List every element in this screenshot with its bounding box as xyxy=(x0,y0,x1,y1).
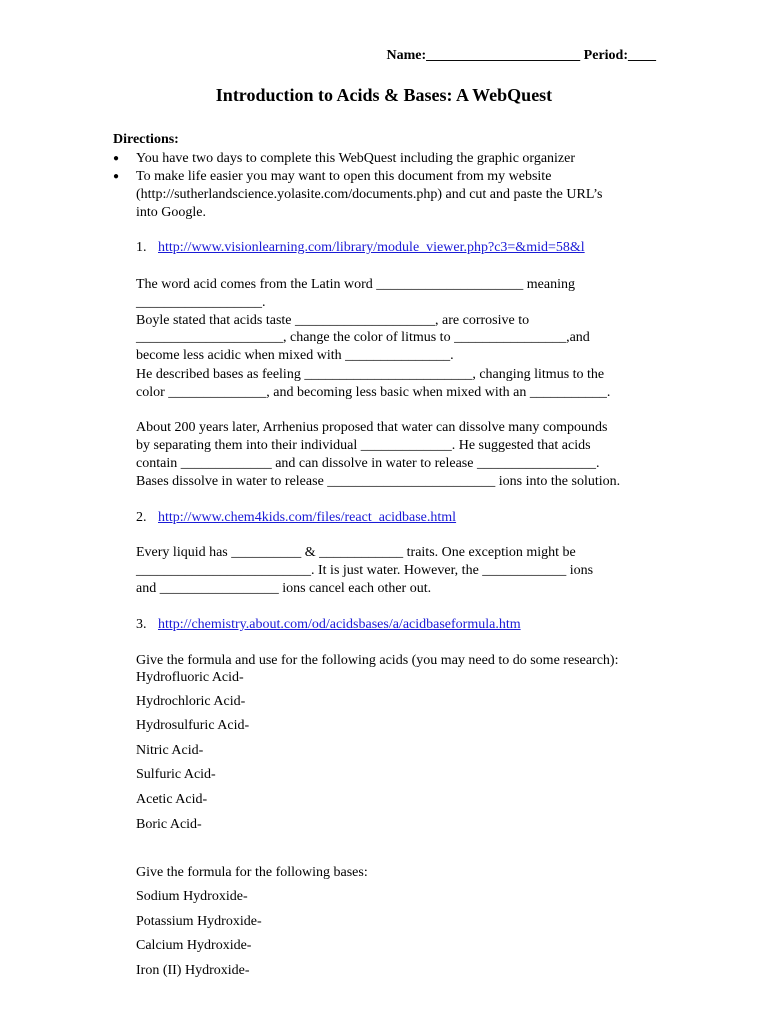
worksheet-line: Boyle stated that acids taste ____________________, are corrosive to xyxy=(136,313,530,328)
worksheet-line: contain _____________ and can dissolve in water to release _________________. xyxy=(136,456,600,471)
bullet-text: To make life easier you may want to open this document from my website xyxy=(136,169,552,184)
directions-label: Directions: xyxy=(113,132,179,147)
section-2-link[interactable]: http://www.chem4kids.com/files/react_acidbase.html xyxy=(158,510,457,525)
bullet-text: (http://sutherlandscience.yolasite.com/documents.php) and cut and paste the URL’s xyxy=(136,187,603,202)
worksheet-line: Every liquid has __________ & ____________ traits. One exception might be xyxy=(136,545,576,560)
acid-item: Boric Acid- xyxy=(136,817,202,832)
bullet-text: into Google. xyxy=(136,205,206,220)
worksheet-line: and _________________ ions cancel each other out. xyxy=(136,581,432,596)
section-number: 3. xyxy=(136,617,147,632)
acids-prompt: Give the formula and use for the following acids (you may need to do some research): xyxy=(136,653,619,668)
worksheet-line: The word acid comes from the Latin word _____________________ meaning xyxy=(136,277,575,292)
base-item: Calcium Hydroxide- xyxy=(136,938,252,953)
acid-item: Nitric Acid- xyxy=(136,743,204,758)
bullet-icon: ● xyxy=(113,171,120,182)
section-number: 1. xyxy=(136,240,147,255)
name-period-header: Name:______________________ Period:____ xyxy=(386,48,656,63)
worksheet-line: About 200 years later, Arrhenius proposed that water can dissolve many compounds xyxy=(136,420,608,435)
worksheet-line: _________________________. It is just water. However, the ____________ ions xyxy=(136,563,594,578)
section-number: 2. xyxy=(136,510,147,525)
bullet-icon: ● xyxy=(113,153,120,164)
section-3-link[interactable]: http://chemistry.about.com/od/acidsbases/a/acidbaseformula.htm xyxy=(158,617,521,632)
worksheet-line: _____________________, change the color of litmus to ________________,and xyxy=(136,330,590,345)
section-1-link[interactable]: http://www.visionlearning.com/library/module_viewer.php?c3=&mid=58&l xyxy=(158,240,585,255)
acid-item: Acetic Acid- xyxy=(136,792,208,807)
worksheet-line: by separating them into their individual _____________. He suggested that acids xyxy=(136,438,591,453)
acid-item: Hydrochloric Acid- xyxy=(136,694,246,709)
worksheet-line: become less acidic when mixed with _______________. xyxy=(136,348,454,363)
base-item: Iron (II) Hydroxide- xyxy=(136,963,250,978)
base-item: Potassium Hydroxide- xyxy=(136,914,262,929)
worksheet-line: __________________. xyxy=(136,295,266,310)
bullet-text: You have two days to complete this WebQuest including the graphic organizer xyxy=(136,151,576,166)
bases-prompt: Give the formula for the following bases: xyxy=(136,865,368,880)
acid-item: Hydrofluoric Acid- xyxy=(136,670,244,685)
worksheet-line: color ______________, and becoming less basic when mixed with an ___________. xyxy=(136,385,611,400)
page-title: Introduction to Acids & Bases: A WebQuest xyxy=(215,85,553,105)
acid-item: Hydrosulfuric Acid- xyxy=(136,718,250,733)
acid-item: Sulfuric Acid- xyxy=(136,767,216,782)
worksheet-line: Bases dissolve in water to release ________________________ ions into the solution. xyxy=(136,474,621,489)
worksheet-line: He described bases as feeling ________________________, changing litmus to the xyxy=(136,367,605,382)
base-item: Sodium Hydroxide- xyxy=(136,889,248,904)
